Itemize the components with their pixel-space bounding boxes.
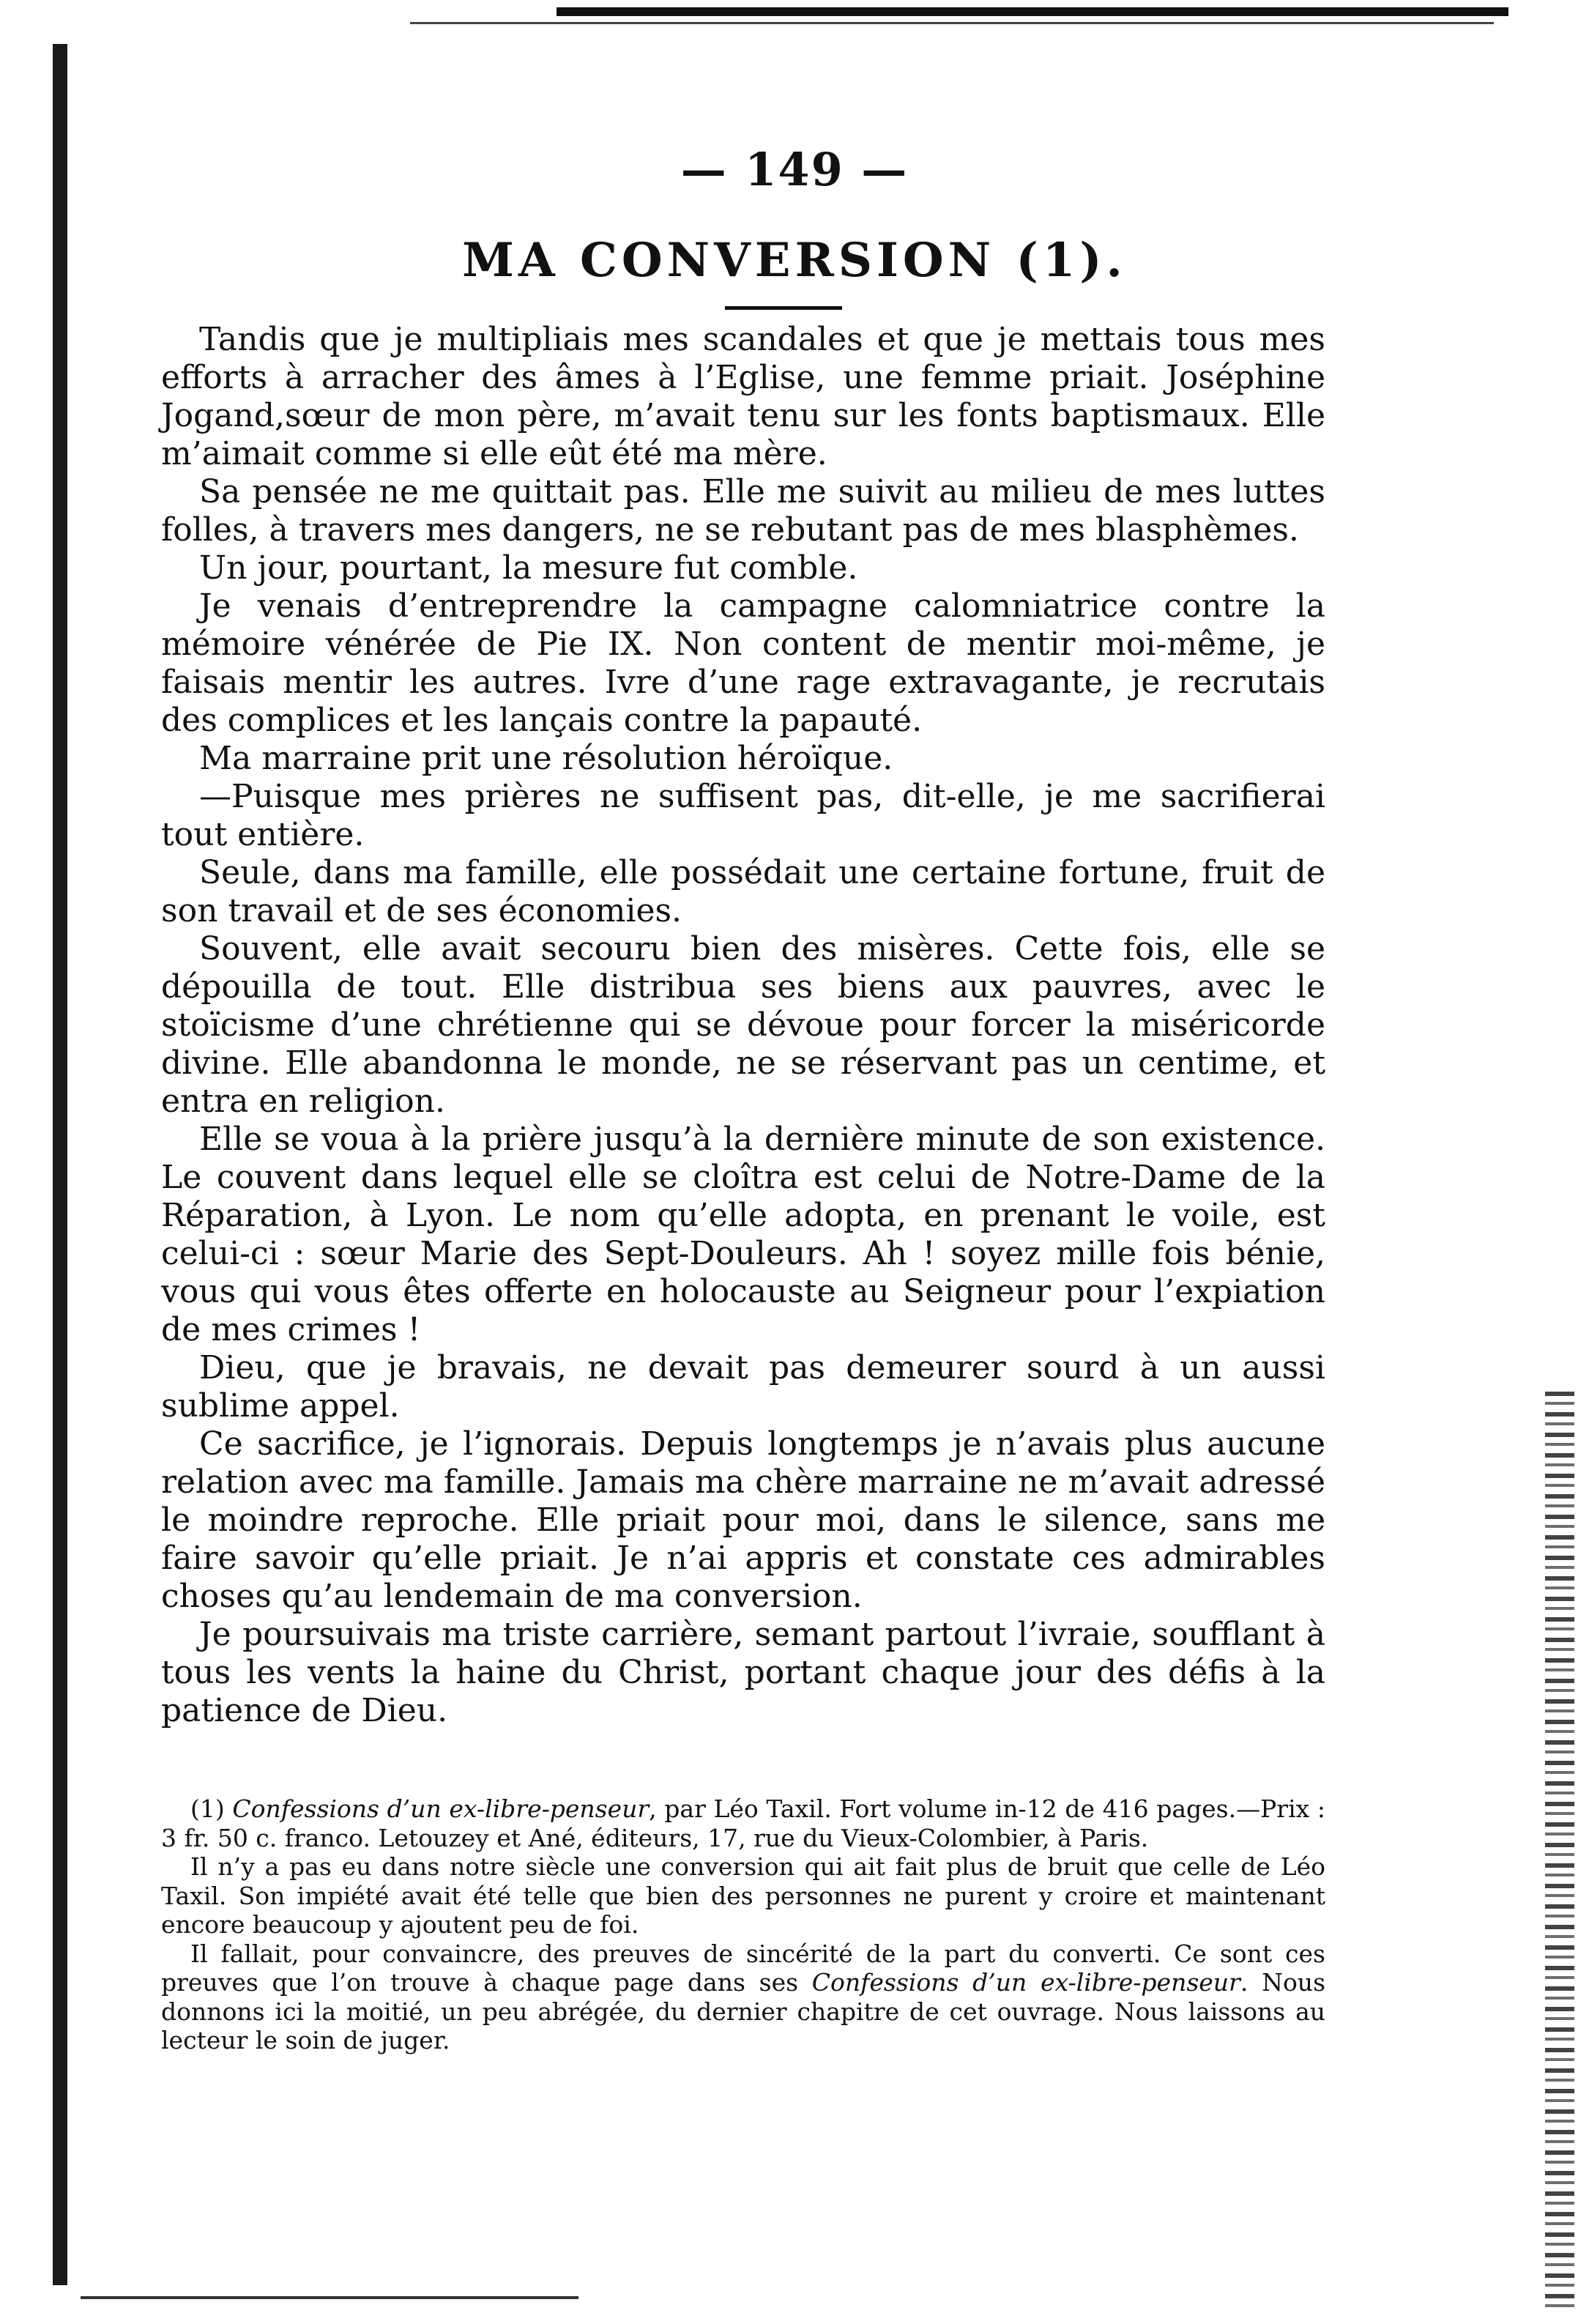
paragraph: Sa pensée ne me quittait pas. Elle me suivit au milieu de mes luttes folles, à travers mes dangers, ne se rebutant pas de mes blasphèmes.	[161, 473, 1325, 549]
scan-left-edge	[53, 44, 67, 2285]
paragraph: Je venais d’entreprendre la campagne calomniatrice contre la mémoire vénérée de Pie IX. Non content de mentir moi-même, je faisais mentir les autres. Ivre d’une rage extravagante, je recrutais des complices et les lançais contre la papauté.	[161, 587, 1325, 739]
paragraph: Ma marraine prit une résolution héroïque.	[199, 740, 893, 777]
footnote-paragraph	[161, 1939, 1325, 2055]
paragraph: Je poursuivais ma triste carrière, semant partout l’ivraie, soufflant à tous les vents la haine du Christ, portant chaque jour des défis à la patience de Dieu.	[161, 1616, 1325, 1729]
scan-top-rule-thin	[410, 22, 1494, 24]
title-divider	[725, 306, 842, 310]
paragraph: Elle se voua à la prière jusqu’à la dernière minute de son existence. Le couvent dans lequel elle se cloîtra est celui de Notre-Dame de la Réparation, à Lyon. Le nom qu’elle adopta, en prenant le voile, est celui-ci : sœur Marie des Sept-Douleurs. Ah ! soyez mille fois bénie, vous qui vous êtes offerte en holocauste au Seigneur pour l’expiation de mes crimes !	[161, 1121, 1325, 1348]
footnote-paragraph: Il n’y a pas eu dans notre siècle une conversion qui ait fait plus de bruit que celle de Léo Taxil. Son impiété avait été telle que bien des personnes ne purent y croire et maintenant encore beaucoup y ajoutent peu de foi.	[161, 1852, 1325, 1939]
footnote-text: . Nous donnons ici la moitié, un peu abrégée, du dernier chapitre de cet ouvrage. Nous laissons au lecteur le soin de juger.	[161, 1968, 1326, 2054]
scan-top-rule	[557, 7, 1508, 16]
scan-bottom-rule	[81, 2296, 578, 2299]
footnote-citation-text: , par Léo Taxil. Fort volume in-12 de 416 pages.—Prix : 3 fr. 50 c. franco. Letouzey et Ané, éditeurs, 17, rue du Vieux-Colombier, à Paris.	[161, 1794, 1325, 1852]
footnote-book-title: Confessions d’un ex-libre-penseur	[811, 1968, 1240, 1997]
paragraph: Un jour, pourtant, la mesure fut comble.	[199, 549, 858, 587]
footnote-citation	[161, 1794, 1325, 1852]
scan-right-edge	[1545, 1392, 1574, 2307]
paragraph: Seule, dans ma famille, elle possédait une certaine fortune, fruit de son travail et de ses économies.	[161, 854, 1325, 929]
paragraph: Souvent, elle avait secouru bien des misères. Cette fois, elle se dépouilla de tout. Elle distribua ses biens aux pauvres, avec le stoïcisme d’une chrétienne qui se dévoue pour forcer la miséricorde divine. Elle abandonna le monde, ne se réservant pas un centime, et entra en religion.	[161, 930, 1325, 1120]
page-number: — 149 —	[680, 143, 909, 196]
paragraph: —Puisque mes prières ne suffisent pas, dit-elle, je me sacrifierai tout entière.	[161, 778, 1325, 853]
paragraph: Dieu, que je bravais, ne devait pas demeurer sourd à un aussi sublime appel.	[161, 1349, 1325, 1425]
footnote-book-title: Confessions d’un ex-libre-penseur	[232, 1794, 650, 1823]
footnotes	[161, 1794, 1325, 2055]
chapter-title: MA CONVERSION (1).	[462, 233, 1127, 288]
paragraph: Tandis que je multipliais mes scandales et que je mettais tous mes efforts à arracher des âmes à l’Eglise, une femme priait. Joséphine Jogand,sœur de mon père, m’avait tenu sur les fonts baptismaux. Elle m’aimait comme si elle eût été ma mère.	[161, 321, 1325, 472]
paragraph: Ce sacrifice, je l’ignorais. Depuis longtemps je n’avais plus aucune relation avec ma famille. Jamais ma chère marraine ne m’avait adressé le moindre reproche. Elle priait pour moi, dans le silence, sans me faire savoir qu’elle priait. Je n’ai appris et constate ces admirables choses qu’au lendemain de ma conversion.	[161, 1425, 1325, 1615]
footnote-marker: (1)	[190, 1794, 225, 1823]
footnote-text: Il fallait, pour convaincre, des preuves de sincérité de la part du converti. Ce sont ces preuves que l’on trouve à chaque page dans ses	[161, 1939, 1325, 1997]
body-text	[161, 321, 1325, 1730]
